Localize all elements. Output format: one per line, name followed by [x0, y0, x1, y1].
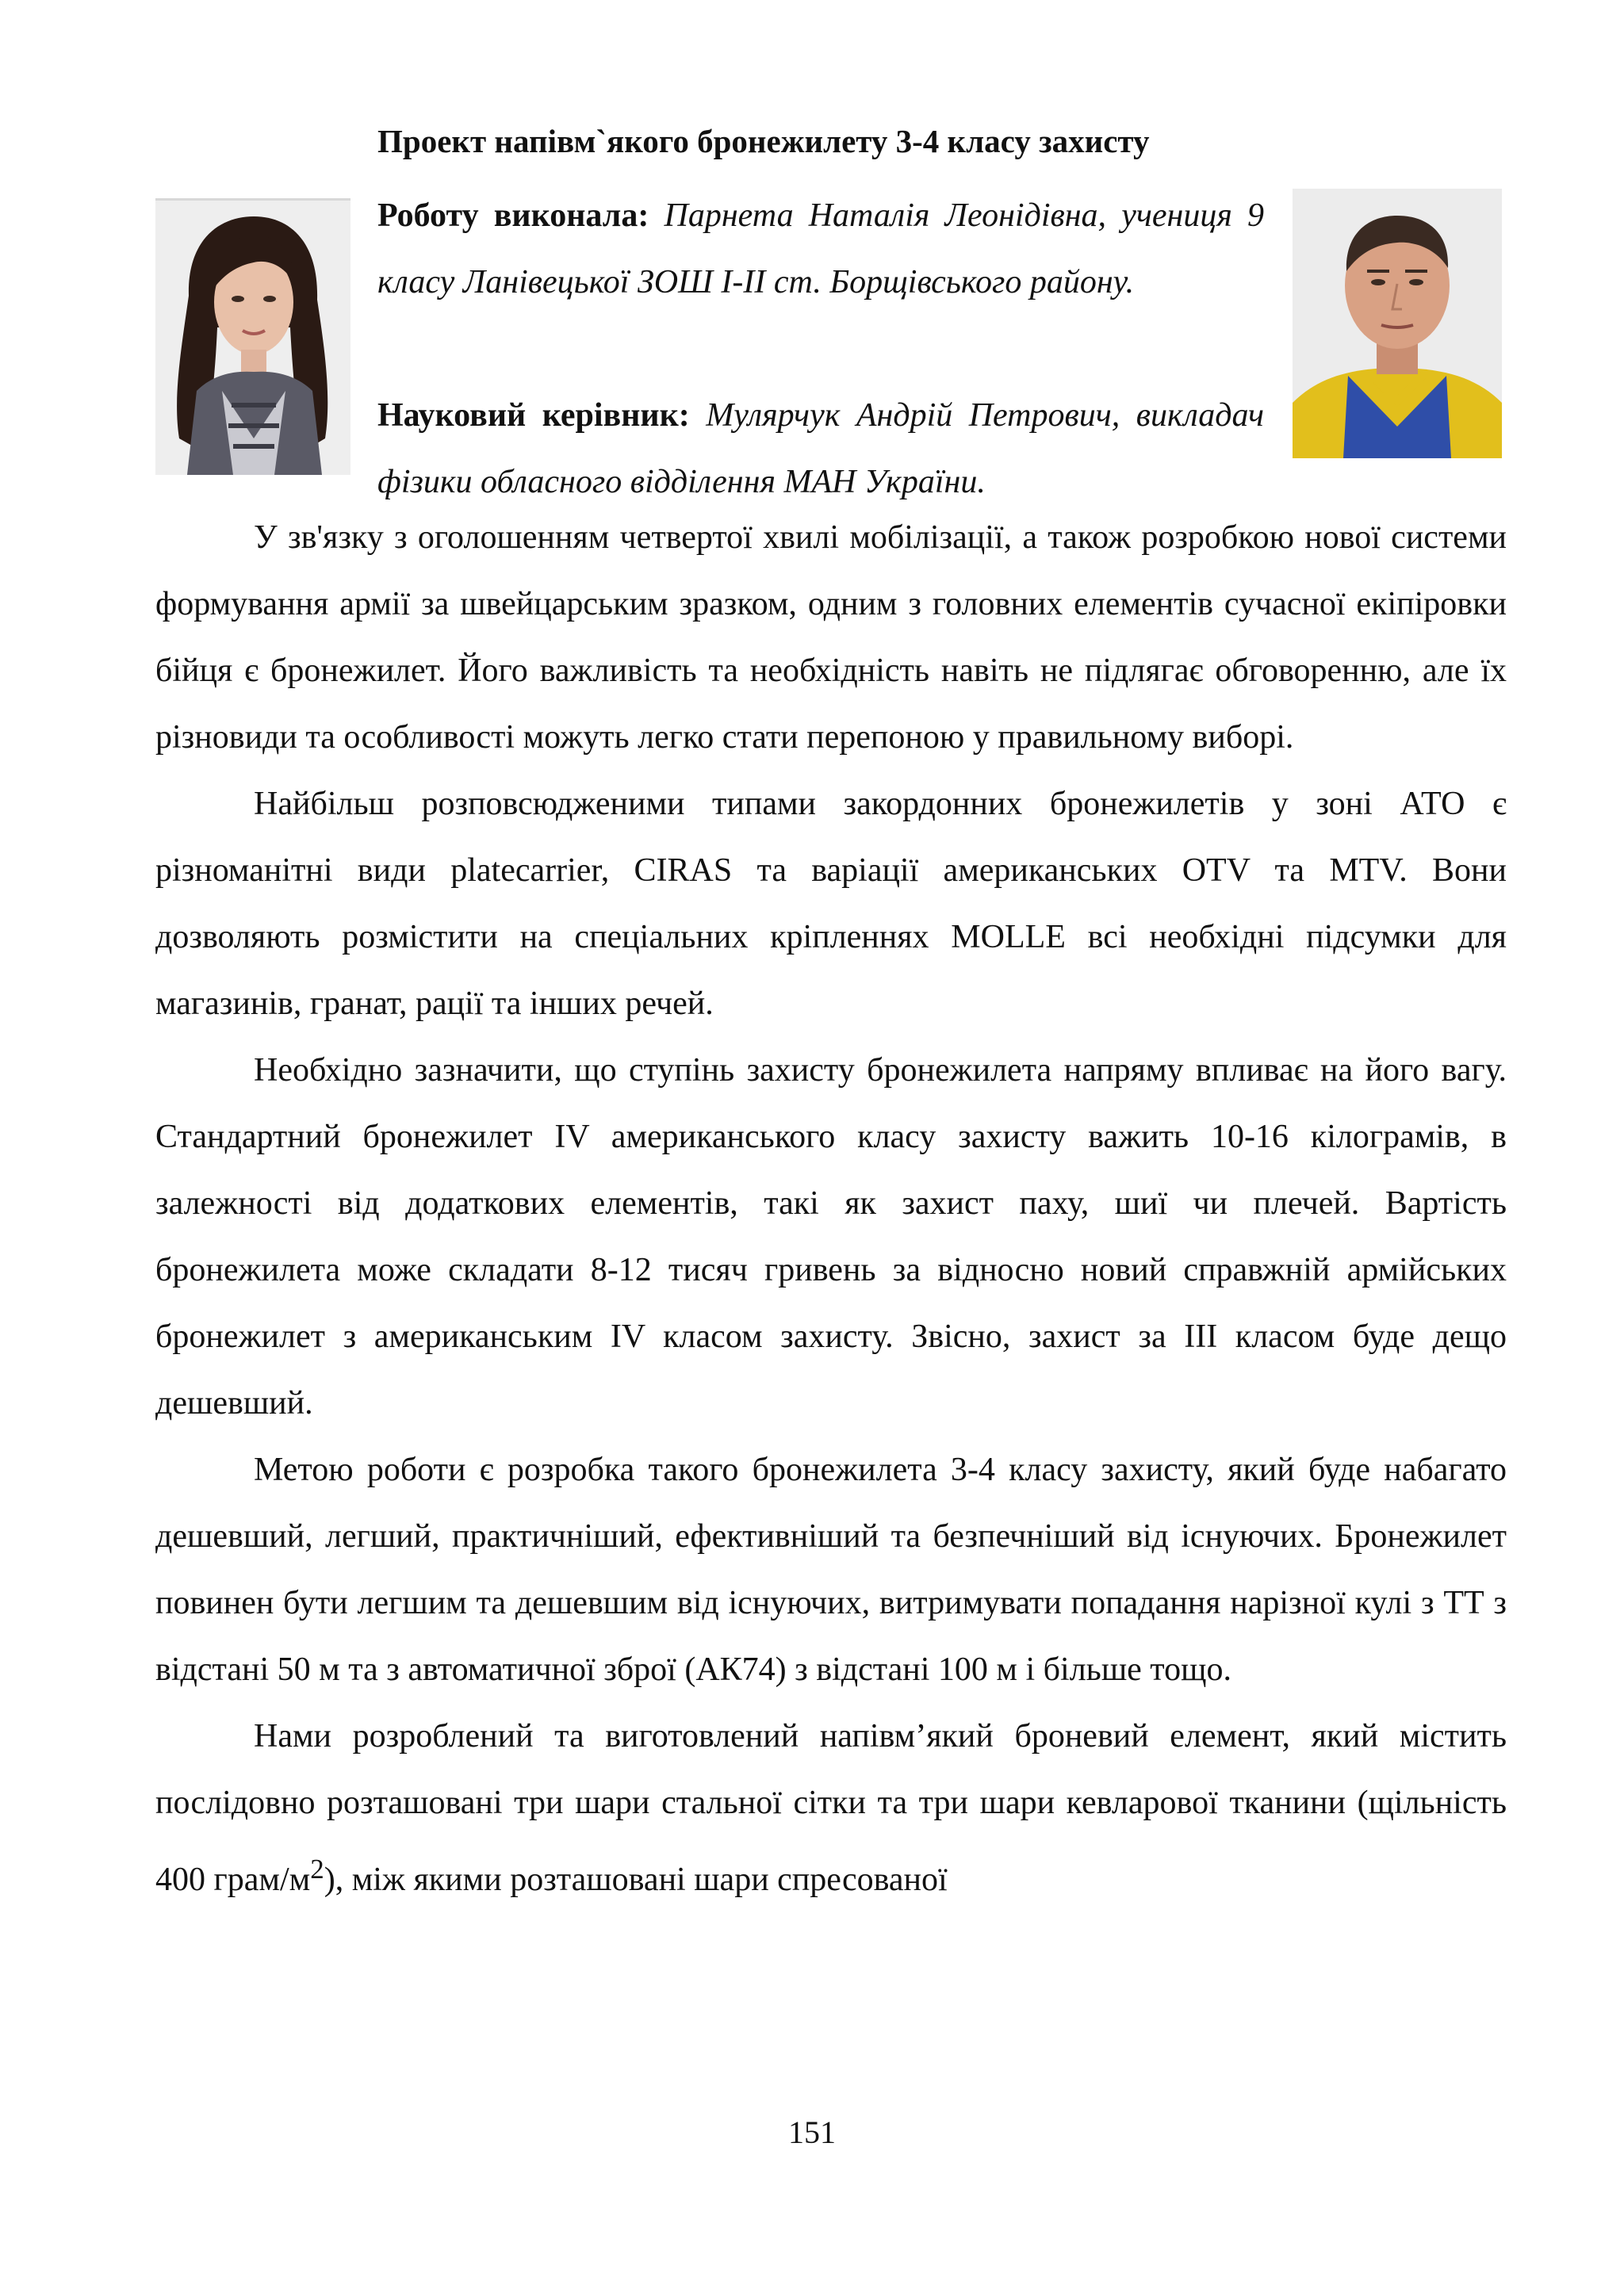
paragraph-2: Найбільш розповсюдженими типами закордонних бронежилетів у зоні АТО є різноманітні види platecarrier, CIRAS та варіації американських OTV та MTV. Вони дозволяють розмістити на спеціальних кріпленнях MOLLE всі необхідні підсумки для магазинів, гранат, рації та інших речей.	[155, 786, 1507, 1022]
supervisor-photo	[1293, 189, 1502, 458]
performer-text: Парнета Наталія Леонідівна, учениця 9 класу Ланівецької ЗОШ І-ІІ ст. Борщівського району.	[377, 197, 1264, 300]
author-portrait-image	[155, 201, 350, 475]
paragraph-5-end: ), між якими розташовані шари спресованої	[324, 1862, 948, 1898]
supervisor-label: Науковий керівник:	[377, 397, 690, 434]
paragraph-4: Метою роботи є розробка такого бронежилета 3-4 класу захисту, який буде набагато дешевший, легший, практичніший, ефективніший та безпечніший від існуючих. Бронежилет повинен бути легшим та дешевшим від існуючих, витримувати попадання нарізної кулі з ТТ з відстані 50 м та з автоматичної зброї (АК74) з відстані 100 м і більше тощо.	[155, 1452, 1507, 1688]
supervisor-info	[377, 382, 1264, 515]
superscript-2: 2	[310, 1854, 324, 1885]
paragraph-3: Необхідно зазначити, що ступінь захисту бронежилета напряму впливає на його вагу. Стандартний бронежилет IV американського класу захисту важить 10-16 кілограмів, в залежності від додаткових елементів, такі як захист паху, шиї чи плечей. Вартість бронежилета може складати 8-12 тисяч гривень за відносно новий справжній армійських бронежилет з американським IV класом захисту. Звісно, захист за ІІІ класом буде дещо дешевший.	[155, 1052, 1507, 1422]
performer-label: Роботу виконала:	[377, 197, 649, 234]
supervisor-text: Мулярчук Андрій Петрович, викладач фізики обласного відділення МАН України.	[377, 397, 1264, 500]
article-body	[155, 504, 1507, 1913]
performer-info	[377, 182, 1264, 316]
paragraph-1: У зв'язку з оголошенням четвертої хвилі мобілізації, а також розробкою нової системи формування армії за швейцарським зразком, одним з головних елементів сучасної екіпіровки бійця є бронежилет. Його важливість та необхідність навіть не підлягає обговоренню, але їх різновиди та особливості можуть легко стати перепоною у правильному виборі.	[155, 519, 1507, 756]
paragraph-5	[155, 1703, 1507, 1913]
page-number: 151	[788, 2114, 836, 2150]
paragraph-5-start: Нами розроблений та виготовлений напівм’який броневий елемент, який містить послідовно розташовані три шари стальної сітки та три шари кевларової тканини (щільність 400 грам/м	[155, 1718, 1507, 1898]
author-photo	[155, 198, 350, 475]
page-title: Проект напівм`якого бронежилету 3-4 класу захисту	[377, 123, 1150, 159]
supervisor-portrait-image	[1293, 189, 1502, 458]
